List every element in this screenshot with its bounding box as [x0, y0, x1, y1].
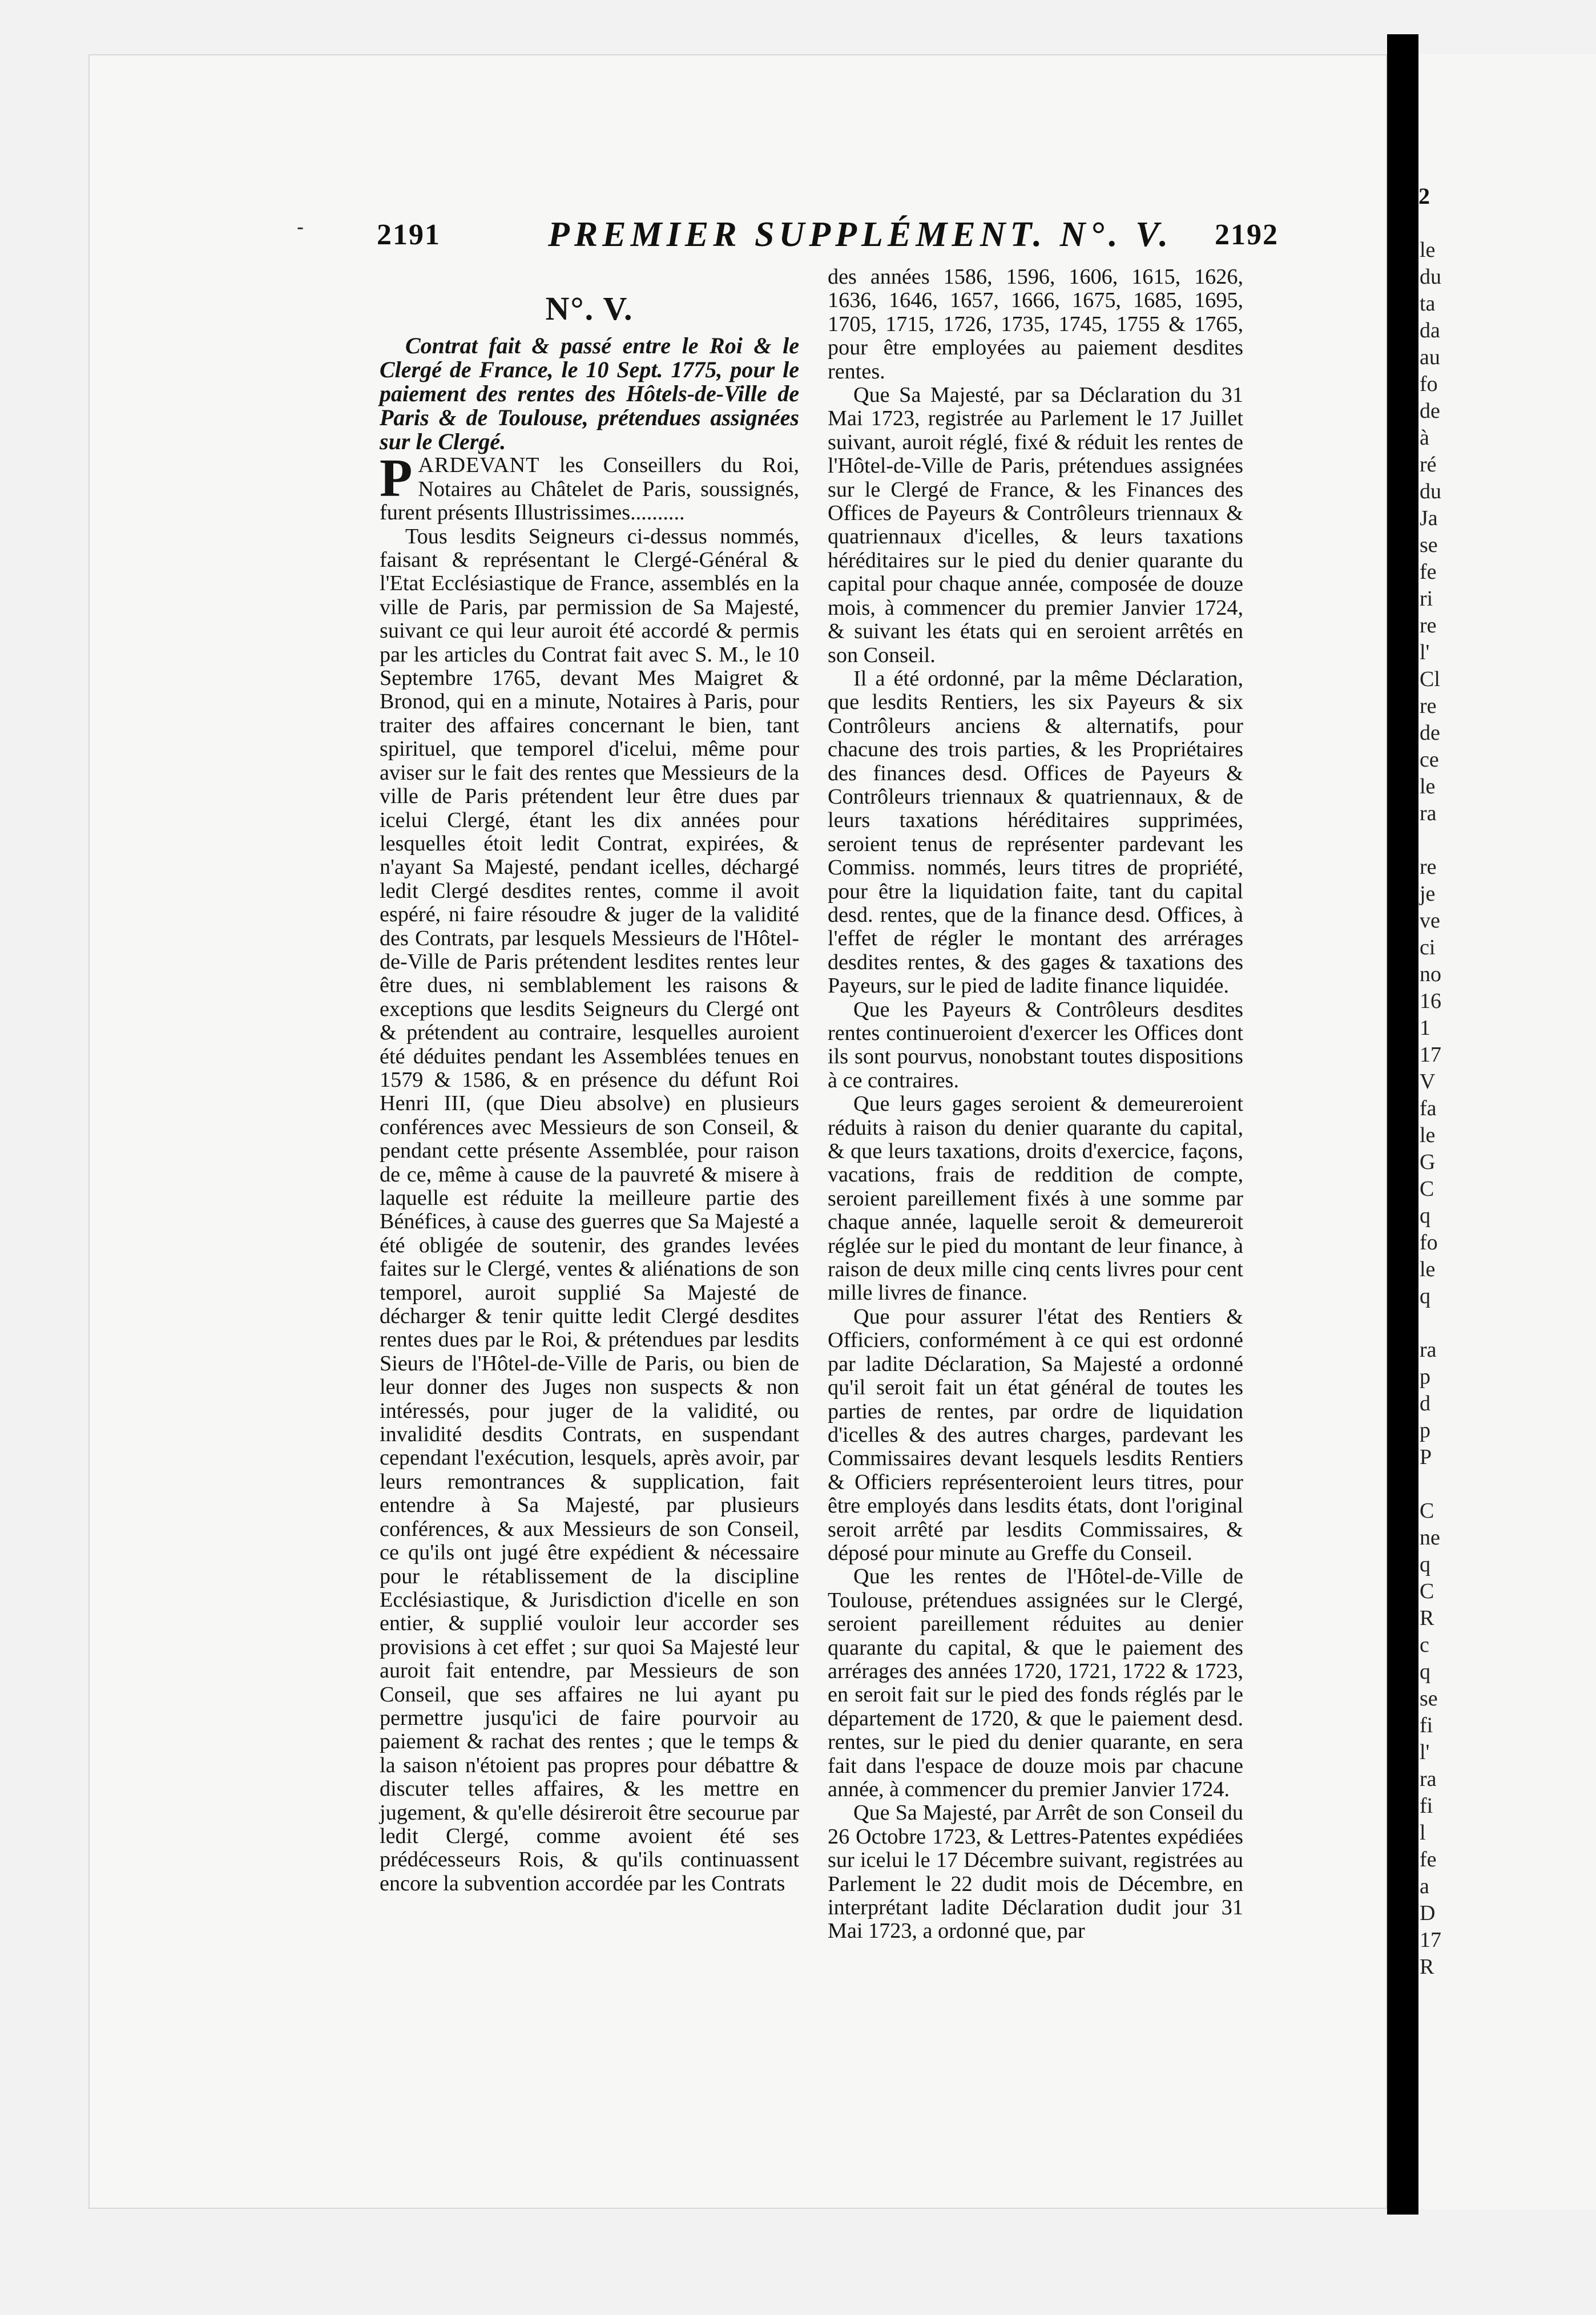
- opening-word: ARDEVANT: [418, 453, 540, 478]
- facing-page-text-fragments: le du ta da au fo de à ré du Ja se fe ri re l' Cl re de ce le ra re je ve ci no 16 1 17 V fa le G C q fo le q ra p d p P C ne q C R c q se fi l' ra fi l fe a D 17 R: [1420, 238, 1441, 1979]
- right-paragraph-1: des années 1586, 1596, 1606, 1615, 1626, 1636, 1646, 1657, 1666, 1675, 1685, 1695, 1705, 1715, 1726, 1735, 1745, 1755 & 1765, pour être employées au paiement desdites rentes.: [828, 265, 1243, 384]
- drop-cap: P: [380, 449, 413, 509]
- left-paragraph: Tous lesdits Seigneurs ci-dessus nommés, faisant & représentant le Clergé-Général & l'Etat Ecclésiastique de France, assemblés en la ville de Paris, par permission de Sa Majesté, suivant ce qui leur auroit été accordé & permis par les articles du Contrat fait avec S. M., le 10 Septembre 1765, devant Mes Maigret & Bronod, qui en a minute, Notaires à Paris, pour traiter des affaires concernant le bien, tant spirituel, que temporel d'icelui, même pour aviser sur le fait des rentes que Messieurs de la ville de Paris prétendent leur être dues par icelui Clergé, étant les dix années pour lesquelles étoit ledit Contrat, expirées, & n'ayant Sa Majesté, pendant icelles, déchargé ledit Clergé desdites rentes, comme il avoit espéré, ni faire résoudre & juger de la validité des Contrats, par lesquels Messieurs de l'Hôtel-de-Ville de Paris prétendent lesdites rentes leur être dues, ni semblablement les raisons & exceptions que lesdits Seigneurs du Clergé ont & prétendent au contraire, lesquelles auroient été déduites pendant les Assemblées tenues en 1579 & 1586, & en présence du défunt Roi Henri III, (que Dieu absolve) en plusieurs conférences avec Messieurs de son Conseil, & pendant cette présente Assemblée, pour raison de ce, même à cause de la pauvreté & misere à laquelle est réduite la meilleure partie des Bénéfices, à cause des guerres que Sa Majesté a été obligée de soutenir, des grandes levées faites sur le Clergé, ventes & aliénations de son temporel, auroit supplié Sa Majesté de décharger & tenir quitte ledit Clergé desdites rentes dues par le Roi, & prétendues par lesdits Sieurs de l'Hôtel-de-Ville de Paris, ou bien de leur donner des Juges non suspects & non intéressés, pour juger de la validité, ou invalidité desdits Contrats, en suspendant cependant l'exécution, lesquels, après avoir, par leurs remontrances & supplication, fait entendre à Sa Majesté, par plusieurs conférences, & aux Messieurs de son Conseil, ce qu'ils ont jugé être expédient & nécessaire pour le rétablissement de la discipline Ecclésiastique, & Jurisdiction d'icelle en son entier, & supplié vouloir leur accorder ses provisions à cet effet ; sur quoi Sa Majesté leur auroit fait entendre, par Messieurs de son Conseil, que ses affaires ne lui ayant pu permettre jusqu'ici de faire pourvoir au paiement & rachat des rentes ; que le temps & la saison n'étoient pas propres pour débattre & discuter telles affaires, & les mettre en jugement, & qu'elle désireroit être secourue par ledit Clergé, comme avoient été ses prédécesseurs Rois, & qu'ils continuassent encore la subvention accordée par les Contrats: [380, 524, 799, 1895]
- scan-bottom-margin: [0, 2249, 1596, 2315]
- opening-paragraph: [380, 449, 800, 525]
- facing-page-header: 2: [1418, 183, 1430, 209]
- right-paragraph-8: Que Sa Majesté, par Arrêt de son Conseil du 26 Octobre 1723, & Lettres-Patentes expédiées sur icelui le 17 Décembre suivant, registrées au Parlement le 22 dudit mois de Décembre, en interprétant ladite Déclaration dudit jour 31 Mai 1723, a ordonné que, par: [828, 1801, 1243, 1943]
- facing-page-edge: [1418, 54, 1596, 2209]
- opening-text: les Conseillers du Roi, Notaires au Châtelet de Paris, soussignés, furent présents Illustrissimes..........: [380, 453, 800, 525]
- right-paragraph-5: Que leurs gages seroient & demeureroient réduits à raison du denier quarante du capital, & que leurs taxations, droits d'exercice, façons, vacations, frais de reddition de compte, seroient pareillement fixés à une somme par chaque année, laquelle seroit & demeureroit réglée sur le pied du montant de leur finance, à raison de deux mille cinq cents livres pour cent mille livres de finance.: [828, 1092, 1243, 1305]
- right-paragraph-6: Que pour assurer l'état des Rentiers & Officiers, conformément à ce qui est ordonné par ladite Déclaration, Sa Majesté a ordonné qu'il seroit fait un état général de toutes les parties de rentes, par ordre de liquidation d'icelles & des autres charges, pardevant les Commissaires devant lesquels lesdits Rentiers & Officiers représenteroient leurs titres, pour être employés dans lesdits états, dont l'original seroit arrêté par lesdits Commissaires, & déposé pour minute au Greffe du Conseil.: [828, 1304, 1243, 1565]
- left-column: [380, 290, 800, 1895]
- running-head: [377, 215, 1279, 264]
- page-number-left: 2191: [377, 219, 441, 251]
- page-number-right: 2192: [1215, 219, 1279, 251]
- right-paragraph-4: Que les Payeurs & Contrôleurs desdites rentes continueroient d'exercer les Offices dont ils sont pourvus, nonobstant toutes dispositions à ce contraires.: [828, 997, 1243, 1092]
- document-title: Contrat fait & passé entre le Roi & le Clergé de France, le 10 Sept. 1775, pour le paiement des rentes des Hôtels-de-Ville de Paris & de Toulouse, prétendues assignées sur le Clergé.: [380, 333, 799, 455]
- book-gutter: [1387, 34, 1418, 2215]
- running-title: PREMIER SUPPLÉMENT. N°. V.: [548, 215, 1173, 254]
- right-paragraph-2: Que Sa Majesté, par sa Déclaration du 31 Mai 1723, registrée au Parlement le 17 Juillet suivant, auroit réglé, fixé & réduit les rentes de l'Hôtel-de-Ville de Paris, prétendues assignées sur le Clergé de France, & les Finances des Offices de Payeurs & Contrôleurs triennaux & quatriennaux d'icelles, & leurs taxations héréditaires sur le pied du denier quarante du capital pour chaque année, composée de douze mois, à commencer du premier Janvier 1724, & suivant les états qui en seroient arrêtés en son Conseil.: [828, 383, 1243, 667]
- document-number: N°. V.: [545, 290, 634, 327]
- right-column: [828, 265, 1243, 1943]
- right-paragraph-3: Il a été ordonné, par la même Déclaration, que lesdits Rentiers, les six Payeurs & six Contrôleurs anciens & alternatifs, pour chacune des trois parties, & les Propriétaires des finances desd. Offices de Payeurs & Contrôleurs triennaux & quatriennaux, & de leurs taxations héréditaires supprimées, seroient tenus de représenter pardevant les Commiss. nommés, leurs titres de propriété, pour être la liquidation faite, tant du capital desd. rentes, que de la finance desd. Offices, à l'effet de régler le montant des arrérages desdites rentes, & des gages & taxations des Payeurs, sur le pied de ladite finance liquidée.: [828, 666, 1243, 998]
- ink-mark: -: [297, 216, 304, 239]
- right-paragraph-7: Que les rentes de l'Hôtel-de-Ville de Toulouse, prétendues assignées sur le Clergé, seroient pareillement réduites au denier quarante du capital, & que le paiement des arrérages des années 1720, 1721, 1722 & 1723, en seroit fait sur le pied des fonds réglés par le département de 1720, & que le paiement desd. rentes, sur le pied du denier quarante, en sera fait dans l'espace de douze mois par chacune année, à commencer du premier Janvier 1724.: [828, 1564, 1243, 1801]
